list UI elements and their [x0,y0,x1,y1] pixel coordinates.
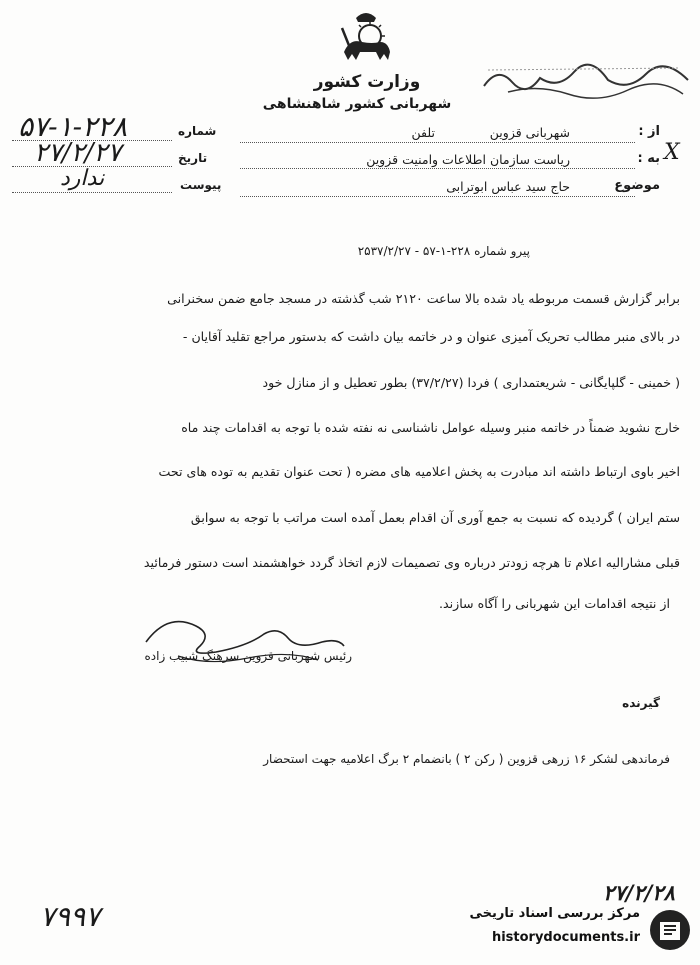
office-title: شهربانی کشور شاهنشاهی [262,96,452,112]
lion-and-sun-emblem [330,8,402,68]
signatory-title: رئیس شهربانی قزوین سرهنگ شبیب زاده [144,649,352,663]
margin-mark: X [664,140,680,165]
body-line: قبلی مشارالیه اعلام تا هرچه زودتر درباره وی تصمیمات لازم اتخاذ گردد خواهشمند است دستور فرمائید [143,555,680,570]
recipients-label: گیرنده [622,696,660,710]
body-line-last: از نتیجه اقدامات این شهربانی را آگاه سازند. [439,596,670,611]
watermark-persian: مرکز بررسی اسناد تاریخی [469,906,640,921]
subject-underline [240,196,635,197]
handwritten-bottom-date: ۲۷/۲/۲۸ [603,880,675,905]
ministry-title: وزارت کشور [313,72,421,92]
watermark-url[interactable]: historydocuments.ir [491,930,640,945]
body-line: در بالای منبر مطالب تحریک آمیزی عنوان و در خاتمه بیان داشت که بدستور مراجع تقلید آقایان - [182,329,680,344]
body-line: ( خمینی - گلپایگانی - شریعتمداری ) فردا (۳۷/۲/۲۷) بطور تعطیل و از منازل خود [262,375,680,390]
attachment-underline [12,192,172,193]
from-underline [240,142,635,143]
handwritten-bottom-number: ۷۹۹۷ [40,900,101,933]
attachment-label: پیوست [180,178,222,192]
handwritten-signature [138,612,348,672]
to-value: ریاست سازمان اطلاعات وامنیت قزوین [366,152,570,167]
subject-label: موضوع [614,178,660,193]
to-underline [240,168,635,169]
attachment-value: ندارد [60,166,105,191]
phone-label: تلفن [411,125,435,140]
handwritten-stamp-scribble [478,60,693,100]
body-line: خارج نشوید ضمناً در خاتمه منبر وسیله عوامل ناشناسی نه نفته شده با توجه به اقدامات چند ماه [181,420,680,435]
number-value: ۵۷-۱-۲۲۸ [18,110,128,143]
from-label: از : [638,124,660,139]
archive-logo-icon [648,908,692,952]
date-label: تاریخ [178,151,208,165]
number-label: شماره [178,124,217,138]
from-value: شهربانی قزوین [489,125,570,140]
body-line: اخیر باوی ارتباط داشته اند مبادرت به پخش اعلامیه های مضره ( تحت عنوان تقدیم به توده های تحت [158,464,680,479]
to-label: به : [637,151,660,166]
body-line: ستم ایران ) گردیده که نسبت به جمع آوری آن اقدام بعمل آمده است مراتب با توجه به سوابق [190,510,680,525]
reference-line: پیرو شماره ۲۲۸-۱-۵۷ - ۲۵۳۷/۲/۲۷ [357,244,530,258]
date-value: ۲۷/۲/۲۷ [34,138,122,168]
recipient-line: فرماندهی لشکر ۱۶ زرهی قزوین ( رکن ۲ ) بانضمام ۲ برگ اعلامیه جهت استحضار [263,752,670,766]
body-line: برابر گزارش قسمت مربوطه یاد شده بالا ساعت ۲۱۲۰ شب گذشته در مسجد جامع ضمن سخنرانی [167,291,680,306]
subject-value: حاج سید عباس ابوترابی [446,179,570,194]
